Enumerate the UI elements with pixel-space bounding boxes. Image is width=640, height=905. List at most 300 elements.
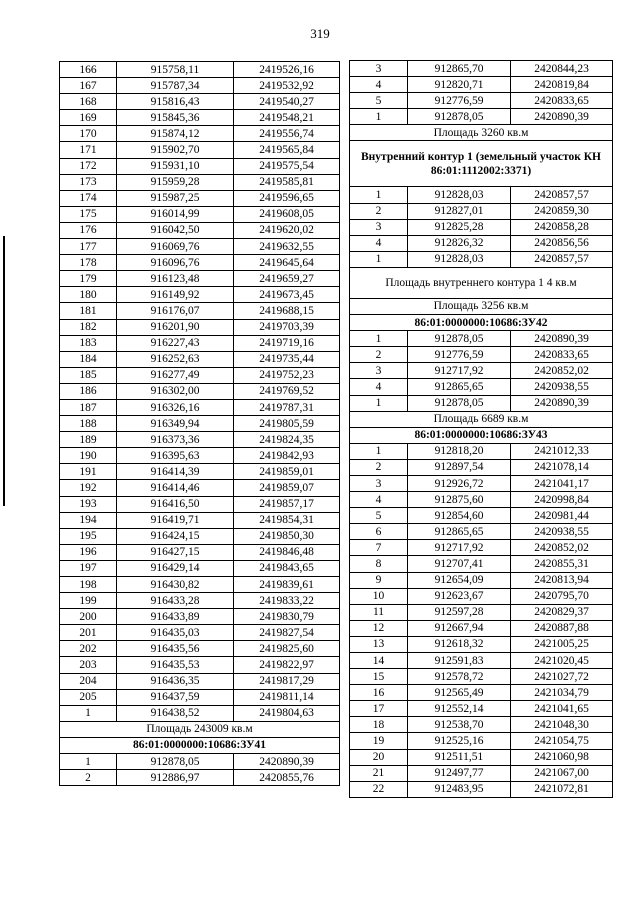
point-number: 194 bbox=[60, 512, 117, 528]
y-coordinate: 2420855,76 bbox=[234, 770, 340, 786]
y-coordinate: 2419827,54 bbox=[234, 625, 340, 641]
point-number: 178 bbox=[60, 255, 117, 271]
point-number: 174 bbox=[60, 190, 117, 206]
y-coordinate: 2419843,65 bbox=[234, 560, 340, 576]
y-coordinate: 2420890,39 bbox=[234, 754, 340, 770]
point-number: 1 bbox=[350, 331, 408, 347]
table-row bbox=[350, 749, 613, 765]
point-number: 2 bbox=[350, 459, 408, 475]
point-number: 1 bbox=[350, 443, 408, 459]
y-coordinate: 2419608,05 bbox=[234, 206, 340, 222]
point-number: 6 bbox=[350, 524, 408, 540]
table-row bbox=[60, 544, 340, 560]
x-coordinate: 916149,92 bbox=[117, 287, 234, 303]
x-coordinate: 916252,63 bbox=[117, 351, 234, 367]
x-coordinate: 916433,89 bbox=[117, 609, 234, 625]
x-coordinate: 915959,28 bbox=[117, 174, 234, 190]
section-heading-row bbox=[350, 315, 613, 331]
table-row bbox=[60, 158, 340, 174]
inner-area-label-row bbox=[350, 267, 613, 298]
table-row bbox=[60, 689, 340, 705]
table-row bbox=[350, 61, 613, 77]
table-row bbox=[350, 492, 613, 508]
y-coordinate: 2419805,59 bbox=[234, 416, 340, 432]
y-coordinate: 2419833,22 bbox=[234, 593, 340, 609]
table-row bbox=[350, 620, 613, 636]
x-coordinate: 915874,12 bbox=[117, 126, 234, 142]
x-coordinate: 912623,67 bbox=[408, 588, 511, 604]
x-coordinate: 916424,15 bbox=[117, 528, 234, 544]
table-row bbox=[350, 347, 613, 363]
x-coordinate: 916042,50 bbox=[117, 222, 234, 238]
x-coordinate: 916414,46 bbox=[117, 480, 234, 496]
point-number: 18 bbox=[350, 717, 408, 733]
section-heading: 86:01:0000000:10686:ЗУ43 bbox=[350, 427, 613, 443]
x-coordinate: 916395,63 bbox=[117, 448, 234, 464]
y-coordinate: 2421048,30 bbox=[511, 717, 613, 733]
section-heading: 86:01:0000000:10686:ЗУ41 bbox=[60, 737, 340, 753]
point-number: 10 bbox=[350, 588, 408, 604]
x-coordinate: 916349,94 bbox=[117, 416, 234, 432]
y-coordinate: 2420857,57 bbox=[511, 187, 613, 203]
y-coordinate: 2420890,39 bbox=[511, 109, 613, 125]
y-coordinate: 2420856,56 bbox=[511, 235, 613, 251]
x-coordinate: 916014,99 bbox=[117, 206, 234, 222]
point-number: 15 bbox=[350, 669, 408, 685]
point-number: 5 bbox=[350, 508, 408, 524]
y-coordinate: 2419804,63 bbox=[234, 705, 340, 721]
x-coordinate: 915816,43 bbox=[117, 94, 234, 110]
y-coordinate: 2419548,21 bbox=[234, 110, 340, 126]
y-coordinate: 2419825,60 bbox=[234, 641, 340, 657]
table-row bbox=[60, 432, 340, 448]
x-coordinate: 915787,34 bbox=[117, 78, 234, 94]
y-coordinate: 2419769,52 bbox=[234, 383, 340, 399]
y-coordinate: 2419540,27 bbox=[234, 94, 340, 110]
y-coordinate: 2420938,55 bbox=[511, 524, 613, 540]
x-coordinate: 912897,54 bbox=[408, 459, 511, 475]
x-coordinate: 912878,05 bbox=[408, 331, 511, 347]
point-number: 172 bbox=[60, 158, 117, 174]
point-number: 190 bbox=[60, 448, 117, 464]
point-number: 200 bbox=[60, 609, 117, 625]
x-coordinate: 912552,14 bbox=[408, 701, 511, 717]
y-coordinate: 2421067,00 bbox=[511, 765, 613, 781]
y-coordinate: 2420890,39 bbox=[511, 331, 613, 347]
x-coordinate: 916414,39 bbox=[117, 464, 234, 480]
y-coordinate: 2420852,02 bbox=[511, 363, 613, 379]
point-number: 198 bbox=[60, 577, 117, 593]
table-row bbox=[60, 110, 340, 126]
x-coordinate: 915987,25 bbox=[117, 190, 234, 206]
point-number: 167 bbox=[60, 78, 117, 94]
y-coordinate: 2419673,45 bbox=[234, 287, 340, 303]
x-coordinate: 912886,97 bbox=[117, 770, 234, 786]
y-coordinate: 2419857,17 bbox=[234, 496, 340, 512]
point-number: 195 bbox=[60, 528, 117, 544]
table-row bbox=[60, 94, 340, 110]
point-number: 185 bbox=[60, 367, 117, 383]
x-coordinate: 916435,03 bbox=[117, 625, 234, 641]
point-number: 9 bbox=[350, 572, 408, 588]
y-coordinate: 2419811,14 bbox=[234, 689, 340, 705]
x-coordinate: 912717,92 bbox=[408, 540, 511, 556]
table-row bbox=[60, 126, 340, 142]
x-coordinate: 912654,09 bbox=[408, 572, 511, 588]
point-number: 19 bbox=[350, 733, 408, 749]
y-coordinate: 2420981,44 bbox=[511, 508, 613, 524]
x-coordinate: 916227,43 bbox=[117, 335, 234, 351]
table-row bbox=[350, 235, 613, 251]
x-coordinate: 916433,28 bbox=[117, 593, 234, 609]
point-number: 202 bbox=[60, 641, 117, 657]
table-row bbox=[350, 524, 613, 540]
y-coordinate: 2419565,84 bbox=[234, 142, 340, 158]
y-coordinate: 2420844,23 bbox=[511, 61, 613, 77]
point-number: 188 bbox=[60, 416, 117, 432]
point-number: 12 bbox=[350, 620, 408, 636]
x-coordinate: 912865,65 bbox=[408, 379, 511, 395]
y-coordinate: 2420813,94 bbox=[511, 572, 613, 588]
table-row bbox=[350, 203, 613, 219]
x-coordinate: 912926,72 bbox=[408, 475, 511, 491]
point-number: 166 bbox=[60, 62, 117, 78]
point-number: 8 bbox=[350, 556, 408, 572]
section-heading-row bbox=[60, 737, 340, 753]
y-coordinate: 2420858,28 bbox=[511, 219, 613, 235]
x-coordinate: 912497,77 bbox=[408, 765, 511, 781]
y-coordinate: 2419645,64 bbox=[234, 255, 340, 271]
area-label-row bbox=[350, 411, 613, 427]
table-row bbox=[60, 399, 340, 415]
point-number: 3 bbox=[350, 219, 408, 235]
page-number: 319 bbox=[310, 26, 330, 41]
area-label-row bbox=[350, 125, 613, 141]
point-number: 3 bbox=[350, 363, 408, 379]
table-row bbox=[60, 609, 340, 625]
x-coordinate: 916373,36 bbox=[117, 432, 234, 448]
point-number: 168 bbox=[60, 94, 117, 110]
table-row bbox=[350, 459, 613, 475]
y-coordinate: 2419787,31 bbox=[234, 399, 340, 415]
table-row bbox=[350, 109, 613, 125]
table-row bbox=[60, 496, 340, 512]
table-row bbox=[60, 673, 340, 689]
table-row bbox=[60, 287, 340, 303]
y-coordinate: 2420852,02 bbox=[511, 540, 613, 556]
point-number: 17 bbox=[350, 701, 408, 717]
x-coordinate: 916201,90 bbox=[117, 319, 234, 335]
x-coordinate: 916069,76 bbox=[117, 239, 234, 255]
x-coordinate: 912865,70 bbox=[408, 61, 511, 77]
point-number: 1 bbox=[350, 395, 408, 411]
point-number: 187 bbox=[60, 399, 117, 415]
point-number: 181 bbox=[60, 303, 117, 319]
y-coordinate: 2419688,15 bbox=[234, 303, 340, 319]
table-row bbox=[60, 142, 340, 158]
inner-contour-heading-row bbox=[350, 141, 613, 187]
table-row bbox=[60, 174, 340, 190]
y-coordinate: 2419842,93 bbox=[234, 448, 340, 464]
y-coordinate: 2420829,37 bbox=[511, 604, 613, 620]
point-number: 184 bbox=[60, 351, 117, 367]
table-row bbox=[60, 577, 340, 593]
table-row bbox=[60, 303, 340, 319]
y-coordinate: 2420887,88 bbox=[511, 620, 613, 636]
table-row bbox=[60, 464, 340, 480]
y-coordinate: 2421054,75 bbox=[511, 733, 613, 749]
x-coordinate: 912825,28 bbox=[408, 219, 511, 235]
table-row bbox=[60, 319, 340, 335]
x-coordinate: 912776,59 bbox=[408, 93, 511, 109]
table-row bbox=[350, 781, 613, 797]
table-row bbox=[350, 733, 613, 749]
y-coordinate: 2421060,98 bbox=[511, 749, 613, 765]
table-row bbox=[60, 754, 340, 770]
point-number: 21 bbox=[350, 765, 408, 781]
table-row bbox=[60, 625, 340, 641]
point-number: 1 bbox=[350, 109, 408, 125]
point-number: 199 bbox=[60, 593, 117, 609]
table-row bbox=[60, 512, 340, 528]
table-row bbox=[60, 528, 340, 544]
table-row bbox=[60, 770, 340, 786]
inner-contour-heading: Внутренний контур 1 (земельный участок КН 86:01:1112002:3371) bbox=[350, 141, 613, 187]
area-label-row bbox=[60, 721, 340, 737]
table-row bbox=[350, 379, 613, 395]
table-row bbox=[60, 448, 340, 464]
y-coordinate: 2419659,27 bbox=[234, 271, 340, 287]
section-heading: 86:01:0000000:10686:ЗУ42 bbox=[350, 315, 613, 331]
table-row bbox=[350, 443, 613, 459]
point-number: 196 bbox=[60, 544, 117, 560]
x-coordinate: 912865,65 bbox=[408, 524, 511, 540]
x-coordinate: 912818,20 bbox=[408, 443, 511, 459]
y-coordinate: 2421005,25 bbox=[511, 636, 613, 652]
point-number: 2 bbox=[60, 770, 117, 786]
point-number: 203 bbox=[60, 657, 117, 673]
y-coordinate: 2419585,81 bbox=[234, 174, 340, 190]
y-coordinate: 2420795,70 bbox=[511, 588, 613, 604]
table-row bbox=[350, 604, 613, 620]
x-coordinate: 912878,05 bbox=[117, 754, 234, 770]
y-coordinate: 2421034,79 bbox=[511, 685, 613, 701]
x-coordinate: 916419,71 bbox=[117, 512, 234, 528]
y-coordinate: 2419596,65 bbox=[234, 190, 340, 206]
point-number: 2 bbox=[350, 203, 408, 219]
x-coordinate: 912591,83 bbox=[408, 653, 511, 669]
area-label: Площадь 3260 кв.м bbox=[350, 125, 613, 141]
x-coordinate: 915845,36 bbox=[117, 110, 234, 126]
table-row bbox=[60, 222, 340, 238]
table-row bbox=[350, 93, 613, 109]
y-coordinate: 2420857,57 bbox=[511, 251, 613, 267]
area-label: Площадь 243009 кв.м bbox=[60, 721, 340, 737]
y-coordinate: 2420855,31 bbox=[511, 556, 613, 572]
y-coordinate: 2419556,74 bbox=[234, 126, 340, 142]
point-number: 3 bbox=[350, 475, 408, 491]
x-coordinate: 912578,72 bbox=[408, 669, 511, 685]
table-row bbox=[350, 717, 613, 733]
x-coordinate: 912854,60 bbox=[408, 508, 511, 524]
y-coordinate: 2421041,65 bbox=[511, 701, 613, 717]
area-label-row bbox=[350, 298, 613, 314]
x-coordinate: 912511,51 bbox=[408, 749, 511, 765]
table-row bbox=[60, 335, 340, 351]
y-coordinate: 2420998,84 bbox=[511, 492, 613, 508]
point-number: 2 bbox=[350, 347, 408, 363]
y-coordinate: 2419632,55 bbox=[234, 239, 340, 255]
point-number: 197 bbox=[60, 560, 117, 576]
x-coordinate: 916429,14 bbox=[117, 560, 234, 576]
point-number: 183 bbox=[60, 335, 117, 351]
point-number: 1 bbox=[60, 705, 117, 721]
point-number: 3 bbox=[350, 61, 408, 77]
y-coordinate: 2420938,55 bbox=[511, 379, 613, 395]
x-coordinate: 912483,95 bbox=[408, 781, 511, 797]
point-number: 20 bbox=[350, 749, 408, 765]
table-row bbox=[350, 685, 613, 701]
table-row bbox=[60, 657, 340, 673]
x-coordinate: 912717,92 bbox=[408, 363, 511, 379]
point-number: 180 bbox=[60, 287, 117, 303]
point-number: 4 bbox=[350, 77, 408, 93]
x-coordinate: 912827,01 bbox=[408, 203, 511, 219]
y-coordinate: 2420833,65 bbox=[511, 93, 613, 109]
point-number: 189 bbox=[60, 432, 117, 448]
table-row bbox=[60, 78, 340, 94]
x-coordinate: 912618,32 bbox=[408, 636, 511, 652]
point-number: 177 bbox=[60, 239, 117, 255]
y-coordinate: 2419526,16 bbox=[234, 62, 340, 78]
point-number: 201 bbox=[60, 625, 117, 641]
y-coordinate: 2419719,16 bbox=[234, 335, 340, 351]
x-coordinate: 916438,52 bbox=[117, 705, 234, 721]
coordinates-table-right bbox=[349, 60, 613, 798]
table-row bbox=[60, 560, 340, 576]
x-coordinate: 916326,16 bbox=[117, 399, 234, 415]
y-coordinate: 2419620,02 bbox=[234, 222, 340, 238]
table-row bbox=[350, 572, 613, 588]
y-coordinate: 2420890,39 bbox=[511, 395, 613, 411]
point-number: 169 bbox=[60, 110, 117, 126]
area-label: Площадь 6689 кв.м bbox=[350, 411, 613, 427]
point-number: 4 bbox=[350, 492, 408, 508]
point-number: 171 bbox=[60, 142, 117, 158]
y-coordinate: 2419839,61 bbox=[234, 577, 340, 593]
y-coordinate: 2421020,45 bbox=[511, 653, 613, 669]
table-row bbox=[350, 669, 613, 685]
x-coordinate: 916123,48 bbox=[117, 271, 234, 287]
point-number: 192 bbox=[60, 480, 117, 496]
point-number: 191 bbox=[60, 464, 117, 480]
x-coordinate: 912538,70 bbox=[408, 717, 511, 733]
table-row bbox=[60, 239, 340, 255]
table-row bbox=[60, 383, 340, 399]
point-number: 11 bbox=[350, 604, 408, 620]
y-coordinate: 2419735,44 bbox=[234, 351, 340, 367]
table-row bbox=[60, 190, 340, 206]
area-label: Площадь 3256 кв.м bbox=[350, 298, 613, 314]
y-coordinate: 2419830,79 bbox=[234, 609, 340, 625]
point-number: 173 bbox=[60, 174, 117, 190]
table-row bbox=[350, 765, 613, 781]
point-number: 1 bbox=[60, 754, 117, 770]
point-number: 4 bbox=[350, 379, 408, 395]
x-coordinate: 912878,05 bbox=[408, 109, 511, 125]
table-row bbox=[350, 588, 613, 604]
table-row bbox=[350, 653, 613, 669]
y-coordinate: 2419822,97 bbox=[234, 657, 340, 673]
y-coordinate: 2419859,07 bbox=[234, 480, 340, 496]
table-row bbox=[350, 77, 613, 93]
table-row bbox=[60, 480, 340, 496]
point-number: 176 bbox=[60, 222, 117, 238]
x-coordinate: 912565,49 bbox=[408, 685, 511, 701]
table-row bbox=[60, 705, 340, 721]
table-row bbox=[350, 475, 613, 491]
point-number: 205 bbox=[60, 689, 117, 705]
y-coordinate: 2419817,29 bbox=[234, 673, 340, 689]
x-coordinate: 916302,00 bbox=[117, 383, 234, 399]
point-number: 182 bbox=[60, 319, 117, 335]
x-coordinate: 912878,05 bbox=[408, 395, 511, 411]
x-coordinate: 916096,76 bbox=[117, 255, 234, 271]
point-number: 175 bbox=[60, 206, 117, 222]
x-coordinate: 912875,60 bbox=[408, 492, 511, 508]
x-coordinate: 912828,03 bbox=[408, 187, 511, 203]
x-coordinate: 916416,50 bbox=[117, 496, 234, 512]
table-row bbox=[350, 508, 613, 524]
y-coordinate: 2419854,31 bbox=[234, 512, 340, 528]
table-row bbox=[350, 540, 613, 556]
table-row bbox=[350, 363, 613, 379]
x-coordinate: 916435,56 bbox=[117, 641, 234, 657]
x-coordinate: 915902,70 bbox=[117, 142, 234, 158]
point-number: 22 bbox=[350, 781, 408, 797]
x-coordinate: 912776,59 bbox=[408, 347, 511, 363]
table-row bbox=[60, 255, 340, 271]
point-number: 16 bbox=[350, 685, 408, 701]
table-row bbox=[60, 641, 340, 657]
y-coordinate: 2419859,01 bbox=[234, 464, 340, 480]
y-coordinate: 2420819,84 bbox=[511, 77, 613, 93]
table-row bbox=[60, 367, 340, 383]
x-coordinate: 916435,53 bbox=[117, 657, 234, 673]
x-coordinate: 916427,15 bbox=[117, 544, 234, 560]
x-coordinate: 912828,03 bbox=[408, 251, 511, 267]
point-number: 4 bbox=[350, 235, 408, 251]
y-coordinate: 2419824,35 bbox=[234, 432, 340, 448]
y-coordinate: 2419846,48 bbox=[234, 544, 340, 560]
table-row bbox=[60, 206, 340, 222]
y-coordinate: 2419850,30 bbox=[234, 528, 340, 544]
y-coordinate: 2420833,65 bbox=[511, 347, 613, 363]
table-row bbox=[60, 351, 340, 367]
table-row bbox=[60, 416, 340, 432]
x-coordinate: 912597,28 bbox=[408, 604, 511, 620]
point-number: 7 bbox=[350, 540, 408, 556]
table-row bbox=[350, 219, 613, 235]
inner-area-label: Площадь внутреннего контура 1 4 кв.м bbox=[350, 267, 613, 298]
y-coordinate: 2421041,17 bbox=[511, 475, 613, 491]
x-coordinate: 912820,71 bbox=[408, 77, 511, 93]
table-row bbox=[350, 331, 613, 347]
table-row bbox=[350, 701, 613, 717]
point-number: 1 bbox=[350, 251, 408, 267]
x-coordinate: 915931,10 bbox=[117, 158, 234, 174]
point-number: 186 bbox=[60, 383, 117, 399]
